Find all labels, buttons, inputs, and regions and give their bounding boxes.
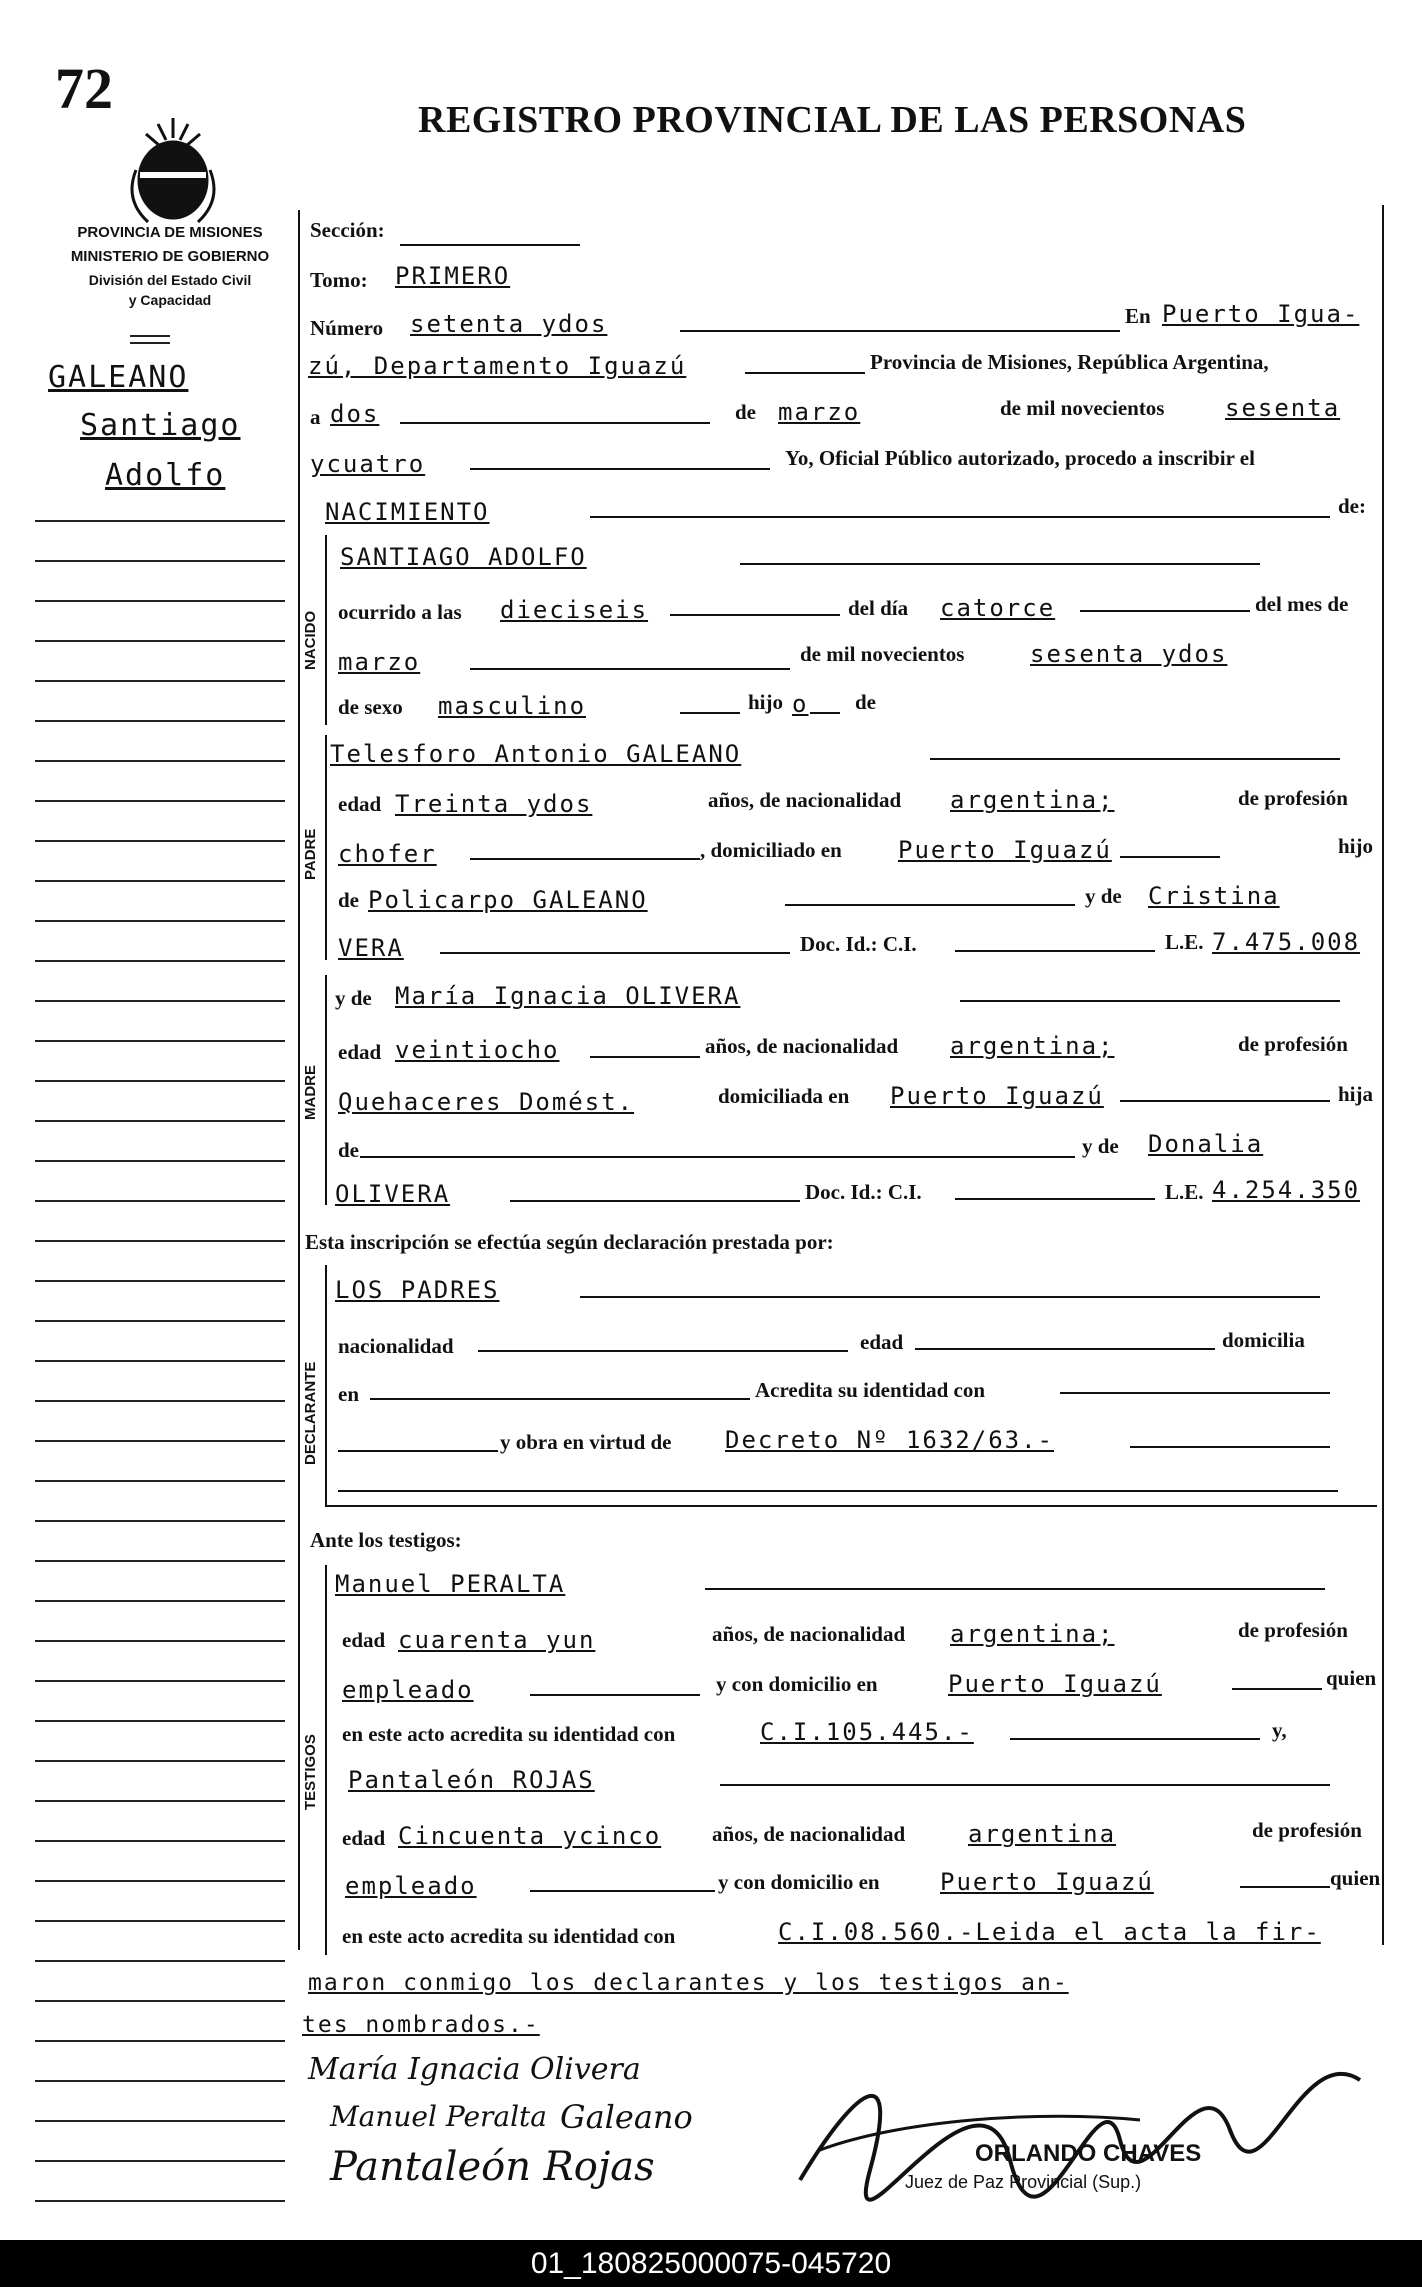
margin-ruled-line [35,1560,285,1562]
declarante-acredita-line [1060,1392,1330,1394]
ocurrido-label: ocurrido a las [338,600,462,624]
margin-ruled-line [35,560,285,562]
t1-edad: cuarenta yun [398,1626,596,1654]
margin-ruled-line [35,2160,285,2162]
acto-line [590,516,1330,518]
t2-anios-label: años, de nacionalidad [712,1822,906,1846]
padre-domicilio-line [1120,856,1220,858]
hijo-value: o [792,690,809,718]
margin-ruled-line [35,960,285,962]
margin-ruled-line [35,1440,285,1442]
en-value: Puerto Igua- [1162,300,1360,328]
closing-line-1: maron conmigo los declarantes y los testigos an- [308,1970,1069,1996]
declarante-en-line [370,1398,750,1400]
madre-domicilio-line [1120,1100,1330,1102]
t2-edad: Cincuenta ycinco [398,1822,662,1850]
padre-nombre-line [930,758,1340,760]
numero-label: Número [310,316,384,340]
province-label: PROVINCIA DE MISIONES [77,224,263,241]
nacido-de-label: de [855,690,876,714]
sexo-label: de sexo [338,695,403,719]
madre-hija-label: hija [1338,1082,1374,1106]
t1-edad-label: edad [342,1628,386,1652]
padre-hijo-label: hijo [1338,834,1374,858]
margin-ruled-line [35,1880,285,1882]
testigos-section-label: TESTIGOS [302,1734,319,1810]
margin-second-name: Adolfo [105,458,226,493]
madre-edad: veintiocho [395,1036,560,1064]
margin-first-name: Santiago [80,408,241,443]
margin-ruled-line [35,1200,285,1202]
t1-acredita-label: en este acto acredita su identidad con [342,1722,676,1746]
t2-nombre: Pantaleón ROJAS [348,1766,595,1794]
t1-domicilio-label: y con domicilio en [716,1672,878,1696]
margin-ruled-line [35,1280,285,1282]
t1-domicilio: Puerto Iguazú [948,1670,1162,1698]
t2-nacionalidad: argentina [968,1820,1117,1848]
signature-witness-1: Manuel Peralta [330,2100,547,2133]
divider [130,342,170,344]
capacity-label: y Capacidad [128,292,212,308]
padre-madre-de2: VERA [338,934,404,962]
t1-domicilio-line [1232,1688,1322,1690]
padre-box [325,735,1377,960]
margin-ruled-line [35,880,285,882]
margin-ruled-line [35,1840,285,1842]
divider [130,335,170,337]
margin-ruled-line [35,1800,285,1802]
declarante-obra-value-line [1130,1446,1330,1448]
t1-nombre: Manuel PERALTA [335,1570,566,1598]
madre-nombre-line [960,1000,1340,1002]
mes-value: marzo [778,398,861,426]
margin-surname: GALEANO [48,360,189,395]
nacido-nombre-line [740,563,1260,565]
t1-y-label: y, [1272,1718,1287,1742]
margin-ruled-line [35,1240,285,1242]
margin-ruled-line [35,2080,285,2082]
tomo-value: PRIMERO [395,262,511,290]
t2-acredita-label: en este acto acredita su identidad con [342,1924,676,1948]
madre-section-label: MADRE [302,1065,319,1120]
madre-profesion: Quehaceres Domést. [338,1088,635,1116]
madre-le: 4.254.350 [1212,1176,1361,1204]
margin-ruled-line [35,1720,285,1722]
declarante-acredita-label: Acredita su identidad con [755,1378,986,1402]
declarante-edad-label: edad [860,1330,904,1354]
madre-edad-line [590,1056,700,1058]
division-label: División del Estado Civil [88,272,252,288]
madre-madre-de2-line [510,1200,800,1202]
anio2-value: ycuatro [310,450,426,478]
anio2-line [470,468,770,470]
nacido-section-label: NACIDO [302,610,319,670]
madre-madre-de2: OLIVERA [335,1180,451,1208]
declarante-nombre-line [580,1296,1320,1298]
madre-profesion-label: de profesión [1238,1032,1348,1056]
margin-ruled-line [35,1600,285,1602]
t2-domicilio-line [1240,1886,1330,1888]
declarante-obra-label: y obra en virtud de [500,1430,672,1454]
madre-madre-de1: Donalia [1148,1130,1264,1158]
t2-nombre-line [720,1784,1330,1786]
padre-profesion-line [470,858,700,860]
hijo-line [810,712,840,714]
declarante-domicilia-label: domicilia [1222,1328,1305,1352]
margin-ruled-line [35,1760,285,1762]
page-number: 72 [55,56,113,121]
de2-label: de: [1338,494,1366,518]
margin-ruled-line [35,1520,285,1522]
anio1-value: sesenta [1225,394,1341,422]
signature-mother: María Ignacia Olivera [308,2052,641,2087]
margin-ruled-line [35,1040,285,1042]
frame-right-border [1382,205,1384,1945]
declarante-nacionalidad-line [478,1350,848,1352]
margin-ruled-line [35,1320,285,1322]
signature-father: Galeano [560,2098,693,2136]
t1-profesion: empleado [342,1676,474,1704]
padre-le: 7.475.008 [1212,928,1361,956]
margin-ruled-line [35,920,285,922]
seccion-line [400,244,580,246]
padre-anios-label: años, de nacionalidad [708,788,902,812]
signature-witness-2: Pantaleón Rojas [330,2144,655,2190]
declarante-en-label: en [338,1382,359,1406]
t2-profesion: empleado [345,1872,477,1900]
nacido-mes: marzo [338,648,421,676]
margin-ruled-line [35,800,285,802]
padre-padre-de-line [785,904,1075,906]
padre-domicilio: Puerto Iguazú [898,836,1112,864]
document-title: REGISTRO PROVINCIAL DE LAS PERSONAS [418,99,1247,141]
t2-domicilio: Puerto Iguazú [940,1868,1154,1896]
margin-ruled-line [35,1000,285,1002]
padre-profesion-label: de profesión [1238,786,1348,810]
margin-ruled-line [35,1400,285,1402]
margin-ruled-line [35,2200,285,2202]
provincia-text: Provincia de Misiones, República Argentina, [870,350,1269,374]
padre-madre-de1: Cristina [1148,882,1280,910]
declarante-obra-value: Decreto Nº 1632/63.- [725,1426,1054,1454]
margin-ruled-line [35,760,285,762]
declarante-obra-line [338,1450,498,1452]
ministry-label: MINISTERIO DE GOBIERNO [70,248,270,265]
del-mes-label: del mes de [1255,592,1349,616]
madre-anios-label: años, de nacionalidad [705,1034,899,1058]
margin-ruled-line [35,1480,285,1482]
margin-ruled-line [35,680,285,682]
padre-edad-label: edad [338,792,382,816]
padre-de-label: de [338,888,359,912]
testigos-text: Ante los testigos: [310,1528,462,1552]
coat-of-arms-icon [118,110,228,230]
margin-ruled-line [35,1640,285,1642]
dia-value: dos [330,400,380,428]
padre-padre-de: Policarpo GALEANO [368,886,648,914]
numero-line [680,330,1120,332]
margin-ruled-line [35,1960,285,1962]
padre-y-de-label: y de [1085,884,1122,908]
t2-id: C.I.08.560.-Leida el acta la fir- [778,1918,1321,1946]
margin-ruled-line [35,1160,285,1162]
padre-madre-de2-line [440,952,790,954]
margin-ruled-line [35,720,285,722]
margin-ruled-line [35,2120,285,2122]
t2-domicilio-label: y con domicilio en [718,1870,880,1894]
padre-domicilio-label: , domiciliado en [700,838,842,862]
document-id-footer: 01_180825000075-045720 [0,2240,1422,2287]
mil-label: de mil novecientos [1000,396,1165,420]
frame-left-border [298,210,300,1950]
dia-line [400,422,710,424]
declarante-nombre: LOS PADRES [335,1276,500,1304]
t1-quien-label: quien [1326,1666,1377,1690]
t1-profesion-label: de profesión [1238,1618,1348,1642]
madre-nacionalidad: argentina; [950,1032,1115,1060]
hora-value: dieciseis [500,596,649,624]
margin-ruled-line [35,2040,285,2042]
stamp-role: Juez de Paz Provincial (Sup.) [905,2172,1142,2192]
numero-value: setenta ydos [410,310,608,338]
madre-edad-label: edad [338,1040,382,1064]
margin-ruled-line [35,2000,285,2002]
declarante-nacionalidad-label: nacionalidad [338,1334,454,1358]
t1-nacionalidad: argentina; [950,1620,1115,1648]
padre-le-label: L.E. [1165,930,1204,954]
nacido-dia: catorce [940,594,1056,622]
hora-line [670,614,840,616]
yo-text: Yo, Oficial Público autorizado, procedo a inscribir el [785,446,1255,470]
madre-le-label: L.E. [1165,1180,1204,1204]
declarante-edad-line [915,1348,1215,1350]
stamp-name: ORLANDO CHAVES [975,2140,1202,2167]
en-label: En [1125,304,1151,328]
madre-domicilio: Puerto Iguazú [890,1082,1104,1110]
padre-doc-line [955,950,1155,952]
margin-ruled-line [35,840,285,842]
padre-profesion: chofer [338,840,437,868]
t2-profesion-line [530,1890,715,1892]
margin-ruled-line [35,1080,285,1082]
padre-nacionalidad: argentina; [950,786,1115,814]
sexo-value: masculino [438,692,587,720]
del-dia-label: del día [848,596,909,620]
madre-y-de2-label: y de [1082,1134,1119,1158]
madre-nombre: María Ignacia OLIVERA [395,982,741,1010]
madre-doc-line [955,1198,1155,1200]
place-continuation: zú, Departamento Iguazú [308,352,687,380]
mes-line [470,668,790,670]
sexo-line [680,712,740,714]
tomo-label: Tomo: [310,268,368,292]
margin-ruled-line [35,520,285,522]
dia-line2 [1080,610,1250,612]
place-line [745,372,865,374]
hijo-label: hijo [748,690,784,714]
madre-de-label: de [338,1138,359,1162]
declaracion-text: Esta inscripción se efectúa según declaración prestada por: [305,1230,834,1254]
madre-domicilio-label: domiciliada en [718,1084,850,1108]
t2-edad-label: edad [342,1826,386,1850]
padre-doc-label: Doc. Id.: C.I. [800,932,917,956]
nacido-mil-label: de mil novecientos [800,642,965,666]
t1-id: C.I.105.445.- [760,1718,974,1746]
margin-ruled-line [35,1120,285,1122]
t1-nombre-line [705,1588,1325,1590]
t1-profesion-line [530,1694,700,1696]
a-label: a [310,405,321,429]
t1-anios-label: años, de nacionalidad [712,1622,906,1646]
declarante-section-label: DECLARANTE [302,1361,319,1465]
madre-doc-label: Doc. Id.: C.I. [805,1180,922,1204]
t1-id-line [1010,1738,1260,1740]
t2-profesion-label: de profesión [1252,1818,1362,1842]
margin-ruled-line [35,600,285,602]
nacido-anio: sesenta ydos [1030,640,1228,668]
nacido-nombre: SANTIAGO ADOLFO [340,543,587,571]
de-label: de [735,400,756,424]
acto-value: NACIMIENTO [325,498,490,526]
margin-ruled-line [35,1360,285,1362]
padre-nombre: Telesforo Antonio GALEANO [330,740,742,768]
madre-padre-de-line [360,1156,1075,1158]
padre-section-label: PADRE [302,828,319,880]
declarante-extra-line [338,1490,1338,1492]
margin-ruled-line [35,640,285,642]
t2-quien-label: quien [1330,1866,1381,1890]
margin-ruled-line [35,1680,285,1682]
madre-y-de-label: y de [335,986,372,1010]
closing-line-2: tes nombrados.- [302,2012,540,2038]
margin-ruled-line [35,1920,285,1922]
seccion-label: Sección: [310,218,385,242]
padre-edad: Treinta ydos [395,790,593,818]
